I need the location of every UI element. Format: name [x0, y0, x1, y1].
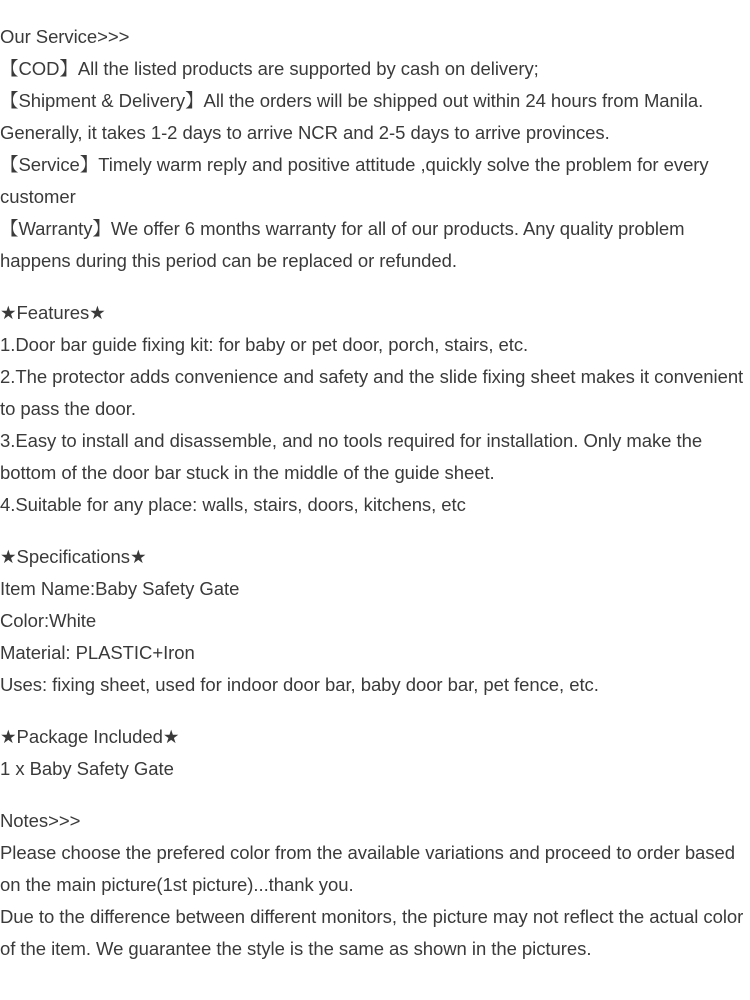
- notes-item: Due to the difference between different monitors, the picture may not reflect the actual color of the item. We guarantee the style is the same as shown in the pictures.: [0, 906, 744, 959]
- feature-item: 1.Door bar guide fixing kit: for baby or pet door, porch, stairs, etc.: [0, 334, 529, 355]
- feature-item: 2.The protector adds convenience and safety and the slide fixing sheet makes it convenient to pass the door.: [0, 366, 744, 419]
- section-spacer: [0, 701, 750, 721]
- features-section: [0, 297, 750, 521]
- service-item-cod: 【COD】All the listed products are supported by cash on delivery;: [0, 58, 539, 79]
- notes-item: Please choose the prefered color from the available variations and proceed to order based on the main picture(1st picture)...thank you.: [0, 842, 735, 895]
- specifications-section: [0, 541, 750, 701]
- package-heading: ★Package Included★: [0, 726, 180, 747]
- features-heading: ★Features★: [0, 302, 106, 323]
- specifications-heading: ★Specifications★: [0, 546, 147, 567]
- service-section: [0, 21, 750, 277]
- notes-section: [0, 805, 750, 965]
- notes-heading: Notes>>>: [0, 810, 81, 831]
- spec-item-material: Material: PLASTIC+Iron: [0, 642, 195, 663]
- section-spacer: [0, 277, 750, 297]
- package-item: 1 x Baby Safety Gate: [0, 758, 174, 779]
- spec-item-name: Item Name:Baby Safety Gate: [0, 578, 240, 599]
- section-spacer: [0, 521, 750, 541]
- service-item-warranty: 【Warranty】We offer 6 months warranty for all of our products. Any quality problem happens during this period can be replaced or refunded.: [0, 218, 685, 271]
- spec-item-uses: Uses: fixing sheet, used for indoor door bar, baby door bar, pet fence, etc.: [0, 674, 599, 695]
- feature-item: 3.Easy to install and disassemble, and no tools required for installation. Only make the bottom of the door bar stuck in the middle of the guide sheet.: [0, 430, 703, 483]
- section-spacer: [0, 785, 750, 805]
- spec-item-color: Color:White: [0, 610, 97, 631]
- service-item-service: 【Service】Timely warm reply and positive attitude ,quickly solve the problem for every customer: [0, 154, 709, 207]
- feature-item: 4.Suitable for any place: walls, stairs, doors, kitchens, etc: [0, 494, 466, 515]
- service-item-shipment: 【Shipment & Delivery】All the orders will be shipped out within 24 hours from Manila. Generally, it takes 1-2 days to arrive NCR and 2-5 days to arrive provinces.: [0, 90, 704, 143]
- package-section: [0, 721, 750, 785]
- service-heading: Our Service>>>: [0, 26, 130, 47]
